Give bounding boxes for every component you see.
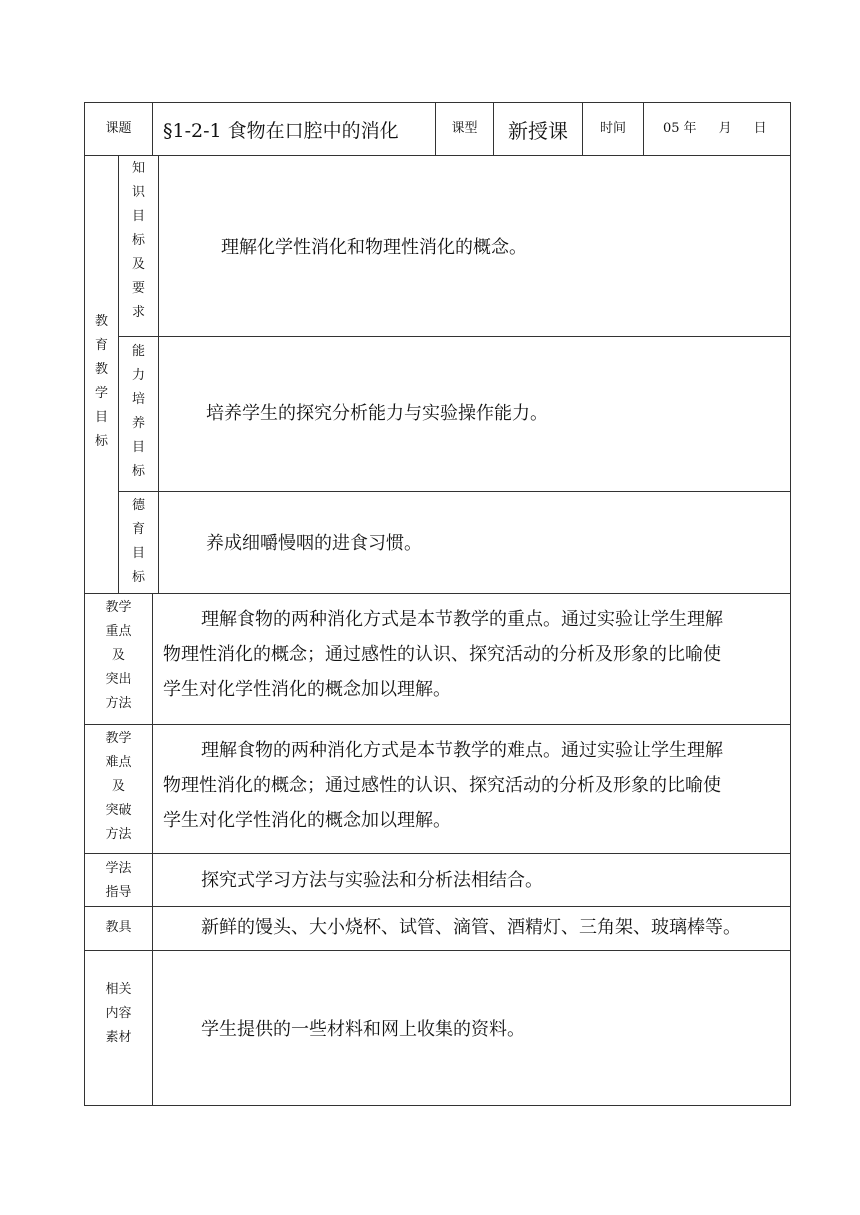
time-month-unit: 月 <box>718 120 732 136</box>
goals-group-label: 教 育 教 学 目 标 <box>94 314 108 449</box>
time-value <box>663 103 788 155</box>
difficult-points-label: 教学 难点 及 突破 方法 <box>105 731 132 842</box>
difficult-points-text: 理解食物的两种消化方式是本节教学的难点。通过实验让学生理解 物理性消化的概念；通过感性的认识、探究活动的分析及形象的比喻使 学生对化学性消化的概念加以理解。 <box>163 740 723 831</box>
materials-text: 学生提供的一些材料和网上收集的资料。 <box>201 1019 525 1040</box>
col-divider <box>152 102 153 156</box>
topic-label: 课题 <box>105 120 132 136</box>
topic-value: §1-2-1 食物在口腔中的消化 <box>163 119 399 142</box>
tools-text: 新鲜的馒头、大小烧杯、试管、滴管、酒精灯、三角架、玻璃棒等。 <box>201 917 741 938</box>
ability-goal-label: 能 力 培 养 目 标 <box>131 344 145 479</box>
type-value: 新授课 <box>508 118 568 143</box>
tools-label: 教具 <box>105 920 132 936</box>
row-divider <box>84 593 791 594</box>
type-label: 课型 <box>451 120 478 136</box>
row-divider <box>118 336 791 337</box>
col-divider <box>152 593 153 1106</box>
row-divider <box>84 155 791 156</box>
time-year: 05 <box>663 120 680 136</box>
col-divider <box>643 102 644 156</box>
time-label: 时间 <box>599 120 626 136</box>
moral-goal-text: 养成细嚼慢咽的进食习惯。 <box>206 533 422 554</box>
row-divider <box>84 906 791 907</box>
table-border-bottom <box>84 1105 791 1106</box>
study-method-text: 探究式学习方法与实验法和分析法相结合。 <box>201 870 543 891</box>
moral-goal-label: 德 育 目 标 <box>131 498 145 585</box>
row-divider <box>84 724 791 725</box>
row-divider <box>84 950 791 951</box>
row-divider <box>118 491 791 492</box>
key-points-label: 教学 重点 及 突出 方法 <box>105 600 132 711</box>
study-method-label: 学法 指导 <box>105 861 132 900</box>
row-divider <box>84 853 791 854</box>
table-border-right <box>790 102 791 1106</box>
time-day-unit: 日 <box>753 120 767 136</box>
col-divider <box>158 155 159 594</box>
materials-label: 相关 内容 素材 <box>105 982 132 1045</box>
knowledge-goal-label: 知 识 目 标 及 要 求 <box>131 161 145 320</box>
time-year-unit: 年 <box>683 120 697 136</box>
knowledge-goal-text: 理解化学性消化和物理性消化的概念。 <box>221 237 527 258</box>
ability-goal-text: 培养学生的探究分析能力与实验操作能力。 <box>206 403 548 424</box>
key-points-text: 理解食物的两种消化方式是本节教学的重点。通过实验让学生理解 物理性消化的概念；通过感性的认识、探究活动的分析及形象的比喻使 学生对化学性消化的概念加以理解。 <box>163 609 723 700</box>
